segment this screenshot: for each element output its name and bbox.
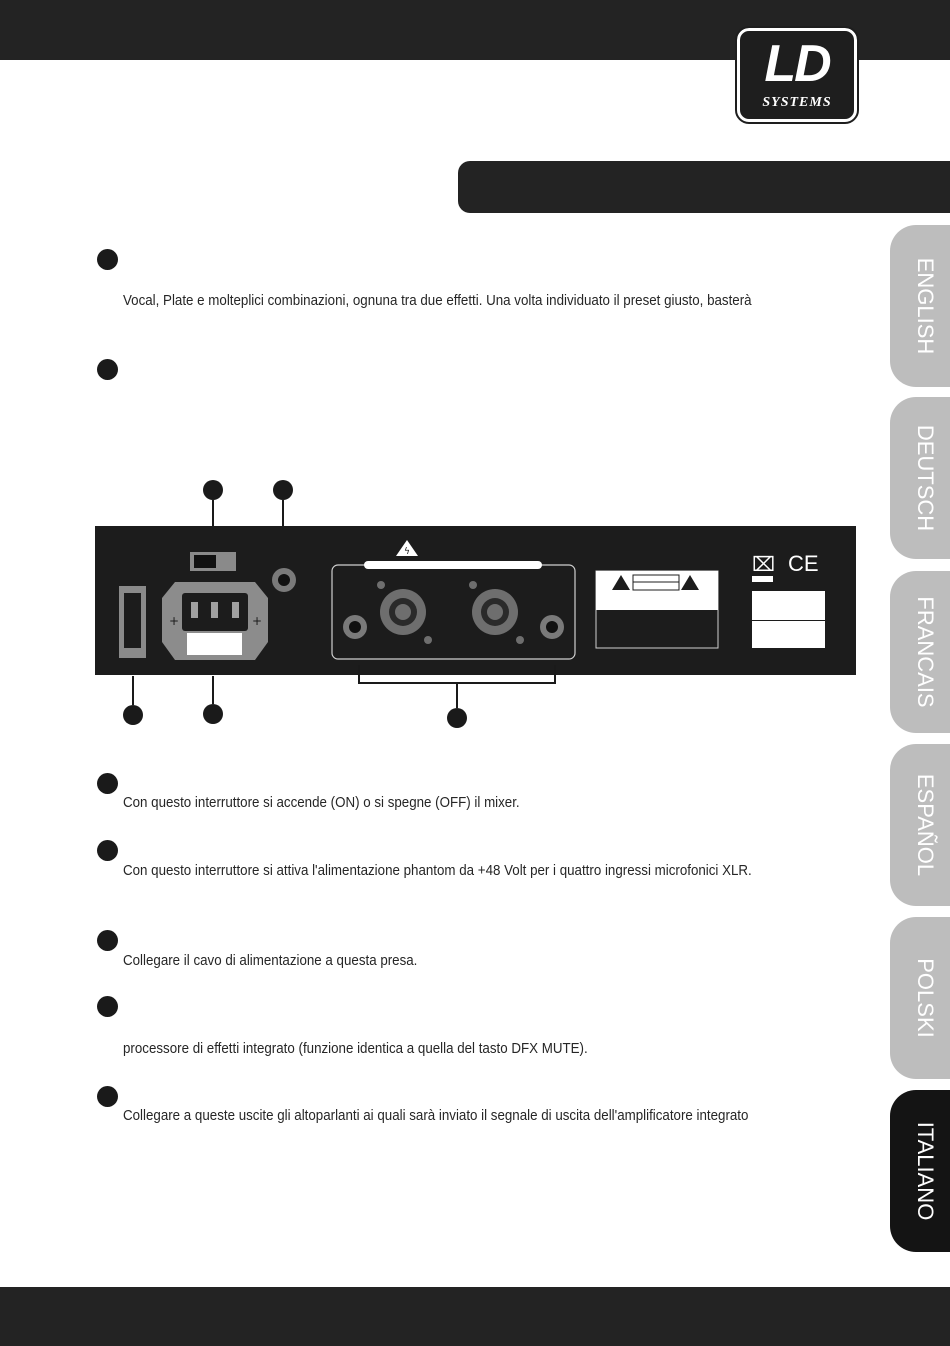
serial-label xyxy=(752,621,825,648)
speaker-output-label-bar xyxy=(364,561,542,569)
iec-pin xyxy=(211,602,218,618)
bullet-marker xyxy=(97,1086,118,1107)
ld-systems-logo xyxy=(737,28,857,122)
weee-bin-icon: ⌧ xyxy=(752,552,776,576)
footswitch-jack-hole xyxy=(278,574,290,586)
tab-english[interactable] xyxy=(890,225,950,387)
serial-label xyxy=(752,591,825,620)
bullet-marker xyxy=(97,249,118,270)
description-power-switch: Con questo interruttore si accende (ON) o si spegne (OFF) il mixer. xyxy=(123,795,520,811)
bullet-marker xyxy=(97,930,118,951)
bullet-marker xyxy=(97,996,118,1017)
iec-pin xyxy=(191,602,198,618)
callout-marker xyxy=(273,480,293,500)
tab-italiano[interactable] xyxy=(890,1090,950,1252)
tab-italiano-label: ITALIANO xyxy=(913,1121,938,1221)
bullet-marker xyxy=(97,773,118,794)
phantom-switch-slider xyxy=(194,555,216,568)
rear-panel-diagram xyxy=(0,470,870,740)
power-switch-rocker xyxy=(124,593,141,648)
tab-espanol[interactable] xyxy=(890,744,950,906)
intro-paragraph: Vocal, Plate e molteplici combinazioni, ognuna tra due effetti. Una volta individuato il preset giusto, basterà xyxy=(123,293,752,309)
tab-english-label: ENGLISH xyxy=(913,257,938,355)
screw-icon: + xyxy=(169,614,180,628)
description-power-socket: Collegare il cavo di alimentazione a questa presa. xyxy=(123,953,418,969)
tab-polski[interactable] xyxy=(890,917,950,1079)
iec-pin xyxy=(232,602,239,618)
tab-francais-label: FRANCAIS xyxy=(913,596,938,708)
description-phantom-switch: Con questo interruttore si attiva l'alimentazione phantom da +48 Volt per i quattro ingressi microfonici XLR. xyxy=(123,863,752,879)
callout-marker xyxy=(203,704,223,724)
tab-espanol-label: ESPAÑOL xyxy=(913,773,938,877)
description-footswitch: processore di effetti integrato (funzione identica a quella del tasto DFX MUTE). xyxy=(123,1041,588,1057)
callout-marker xyxy=(447,708,467,728)
bullet-marker xyxy=(97,840,118,861)
screw-icon: + xyxy=(252,614,263,628)
callout-marker xyxy=(203,480,223,500)
svg-text:ϟ: ϟ xyxy=(404,547,410,557)
callout-marker xyxy=(123,705,143,725)
tab-deutsch-label: DEUTSCH xyxy=(913,424,938,532)
tab-polski-label: POLSKI xyxy=(913,958,938,1038)
fuse-holder xyxy=(187,633,242,655)
bullet-marker xyxy=(97,359,118,380)
ce-mark-icon: CE xyxy=(788,551,819,576)
logo-main-text: LD xyxy=(764,35,830,93)
section-header-bar xyxy=(458,161,950,213)
bottom-bar xyxy=(0,1287,950,1346)
description-speaker-outputs: Collegare a queste uscite gli altoparlanti ai quali sarà inviato il segnale di uscita dell'amplificatore integrato xyxy=(123,1108,749,1124)
logo-sub-text: SYSTEMS xyxy=(762,95,832,110)
tab-francais[interactable] xyxy=(890,571,950,733)
tab-deutsch[interactable] xyxy=(890,397,950,559)
